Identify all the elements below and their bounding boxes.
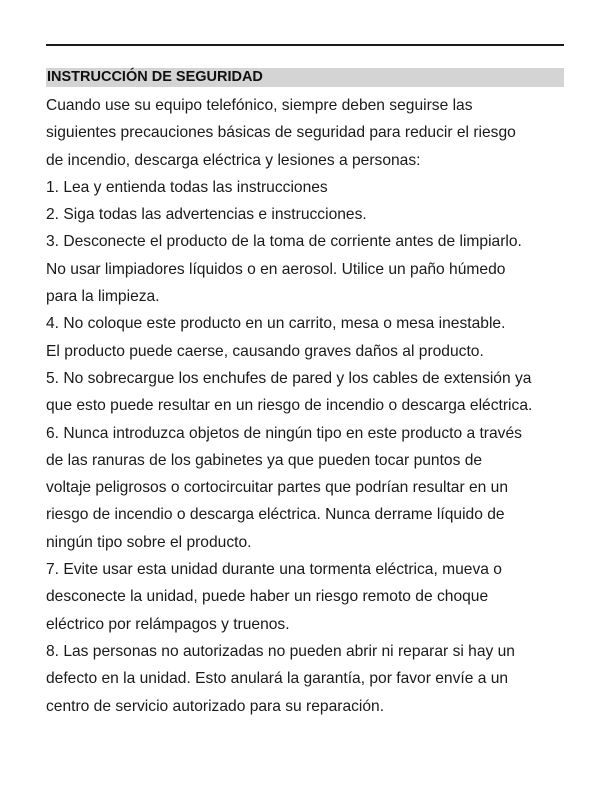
text-line: 4. No coloque este producto en un carrito, mesa o mesa inestable. xyxy=(46,315,506,333)
text-line: que esto puede resultar en un riesgo de incendio o descarga eléctrica. xyxy=(46,397,533,415)
text-line: para la limpieza. xyxy=(46,288,160,306)
text-line: No usar limpiadores líquidos o en aerosol. Utilice un paño húmedo xyxy=(46,260,506,278)
section-heading-bar xyxy=(46,68,564,87)
text-line: 1. Lea y entienda todas las instrucciones xyxy=(46,178,328,196)
text-line: 5. No sobrecargue los enchufes de pared y los cables de extensión ya xyxy=(46,369,532,387)
text-line: 8. Las personas no autorizadas no pueden abrir ni reparar si hay un xyxy=(46,642,515,660)
text-line: centro de servicio autorizado para su reparación. xyxy=(46,697,385,715)
text-line: riesgo de incendio o descarga eléctrica. Nunca derrame líquido de xyxy=(46,506,505,524)
text-line: 7. Evite usar esta unidad durante una tormenta eléctrica, mueva o xyxy=(46,561,502,579)
text-line: desconecte la unidad, puede haber un riesgo remoto de choque xyxy=(46,588,489,606)
text-line: de las ranuras de los gabinetes ya que pueden tocar puntos de xyxy=(46,451,483,469)
text-line: El producto puede caerse, causando graves daños al producto. xyxy=(46,342,484,360)
text-line: defecto en la unidad. Esto anulará la garantía, por favor envíe a un xyxy=(46,670,509,688)
text-line: voltaje peligrosos o cortocircuitar partes que podrían resultar en un xyxy=(46,479,509,497)
safety-instructions-body xyxy=(46,92,576,720)
text-line: 2. Siga todas las advertencias e instrucciones. xyxy=(46,206,367,224)
top-divider xyxy=(46,44,564,46)
text-line: eléctrico por relámpagos y truenos. xyxy=(46,615,290,633)
section-heading: INSTRUCCIÓN DE SEGURIDAD xyxy=(47,69,263,85)
text-line: siguientes precauciones básicas de seguridad para reducir el riesgo xyxy=(46,124,516,142)
text-line: de incendio, descarga eléctrica y lesiones a personas: xyxy=(46,151,421,169)
text-line: 3. Desconecte el producto de la toma de corriente antes de limpiarlo. xyxy=(46,233,522,251)
text-line: ningún tipo sobre el producto. xyxy=(46,533,252,551)
text-line: Cuando use su equipo telefónico, siempre deben seguirse las xyxy=(46,97,473,114)
text-line: 6. Nunca introduzca objetos de ningún tipo en este producto a través xyxy=(46,424,522,442)
